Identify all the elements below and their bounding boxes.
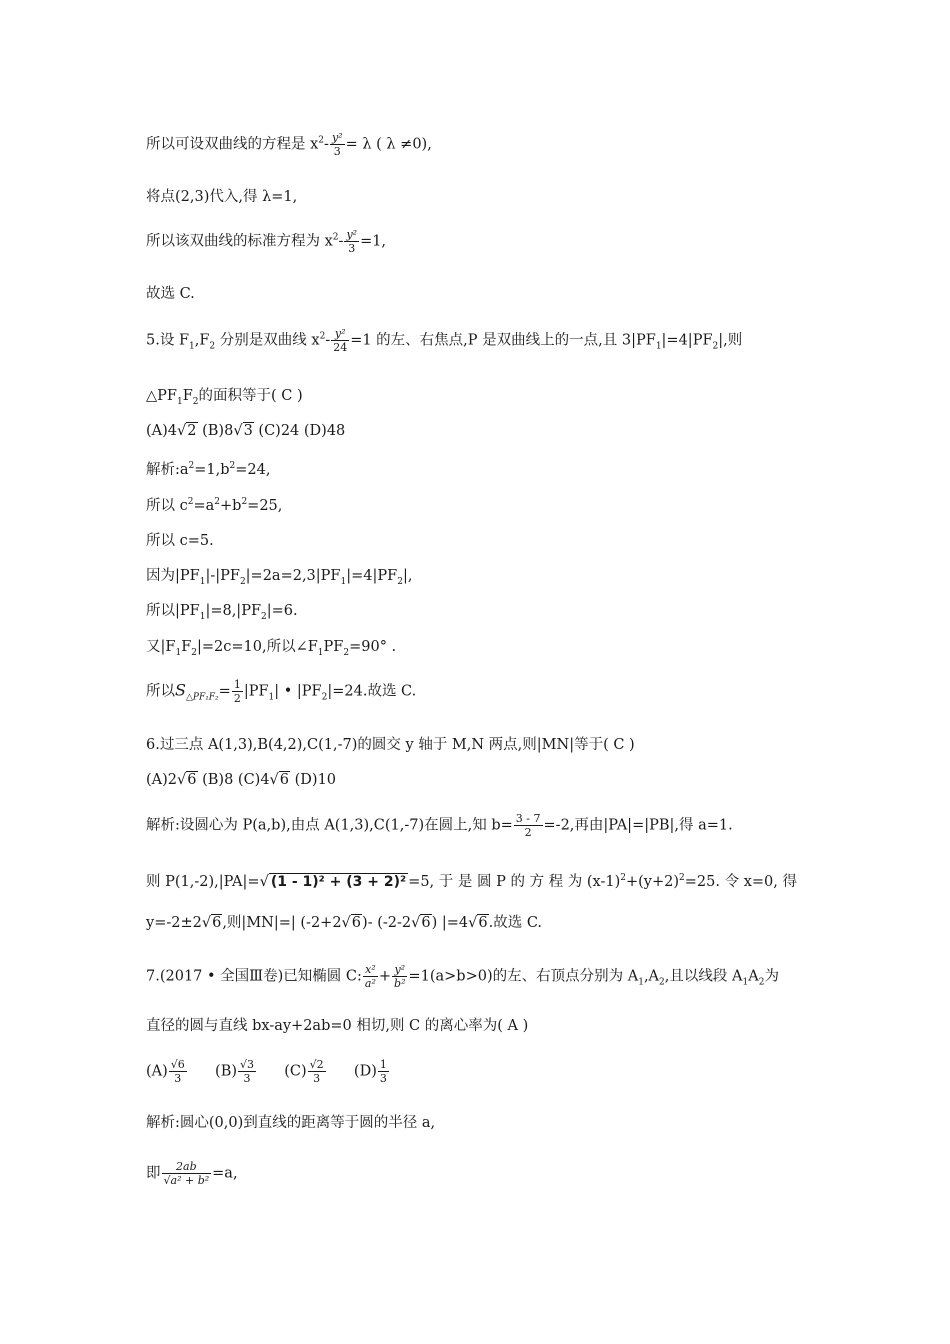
text: )- (-2-2 <box>362 915 412 931</box>
text: - <box>338 233 344 250</box>
fraction <box>392 963 407 990</box>
text: - <box>325 332 331 349</box>
text-line <box>146 1016 528 1036</box>
fraction-denominator: 3 <box>348 242 356 255</box>
fraction <box>331 327 349 354</box>
fraction <box>169 1058 187 1085</box>
subscript: 1 <box>742 977 749 988</box>
superscript: 2 <box>187 497 194 508</box>
radicand: (1 - 1)² + (3 + 2)² <box>270 874 407 890</box>
fraction-numerator: √2 <box>309 1058 324 1071</box>
subscript: 2 <box>712 341 719 352</box>
text-line <box>146 460 271 480</box>
answer-options <box>146 421 345 441</box>
text-line <box>146 1113 435 1133</box>
option-text: (B)8 (C)4 <box>197 772 270 788</box>
text-line <box>146 678 416 705</box>
text: 则 P(1,-2),|PA|= <box>146 874 260 890</box>
option-text: (C)24 (D)48 <box>253 423 346 439</box>
text-line <box>146 913 542 933</box>
sqrt: √6 <box>411 915 431 931</box>
sqrt: √2 <box>177 423 197 439</box>
subscript: 2 <box>659 977 665 988</box>
subscript: 2 <box>758 977 765 988</box>
text: =1(a>b>0)的左、右顶点分别为 A <box>408 968 639 985</box>
text: ,F <box>194 332 210 349</box>
text: 将点(2,3)代入,得 λ=1, <box>146 189 298 205</box>
radicand: 6 <box>279 772 290 788</box>
text: = <box>218 683 231 700</box>
radicand: 6 <box>478 915 488 931</box>
fraction-numerator: 1 <box>233 678 241 691</box>
text: |=24.故选 C. <box>327 683 417 700</box>
fraction-denominator: 24 <box>333 341 348 354</box>
text-line <box>146 812 733 839</box>
text: 为 <box>764 968 779 985</box>
superscript: 2 <box>214 497 220 508</box>
text: F <box>181 639 192 655</box>
fraction-denominator: 3 <box>243 1072 251 1085</box>
option-a-label: (A) <box>146 1063 168 1080</box>
subscript: △PF₁F₂ <box>185 692 219 703</box>
fraction-numerator: 1 <box>379 1058 387 1071</box>
sqrt: √6 <box>177 772 197 788</box>
text: =-2,再由|PA|=|PB|,得 a=1. <box>543 817 733 834</box>
superscript: 2 <box>620 873 626 884</box>
fraction <box>363 963 378 990</box>
text: |=4|PF <box>346 568 398 584</box>
radicand: 6 <box>421 915 431 931</box>
subscript: 1 <box>176 396 183 407</box>
fraction-numerator: y² <box>346 228 358 241</box>
fraction-denominator: 3 <box>313 1072 321 1085</box>
text: +(y+2) <box>626 874 680 890</box>
text-line <box>146 284 195 304</box>
text-line <box>146 131 432 158</box>
option-c-label: (C) <box>284 1063 307 1080</box>
fraction <box>162 1160 212 1187</box>
text: .故选 C. <box>488 915 543 931</box>
fraction-denominator: b² <box>394 977 406 990</box>
text-line <box>146 187 297 207</box>
subscript: 2 <box>261 611 267 622</box>
fraction-denominator: 2 <box>233 692 241 705</box>
text: 解析:a <box>146 462 189 478</box>
fraction <box>232 678 243 705</box>
text: =a <box>193 498 215 514</box>
text: 又|F <box>146 639 176 655</box>
text: 因为|PF <box>146 568 200 584</box>
radicand: 6 <box>351 915 362 931</box>
subscript: 1 <box>655 341 662 352</box>
text: A <box>748 968 759 985</box>
text: 的面积等于( C ) <box>198 388 303 404</box>
fraction <box>344 228 359 255</box>
text: |=2c=10,所以∠F <box>196 639 318 655</box>
fraction <box>238 1058 256 1085</box>
superscript: 2 <box>332 232 339 243</box>
question-7 <box>146 963 779 990</box>
fraction-numerator: y² <box>392 963 407 977</box>
text: + <box>378 968 392 985</box>
fraction-numerator: y² <box>331 327 349 341</box>
text: ) |=4 <box>431 915 469 931</box>
option-text: (A)2 <box>146 772 178 788</box>
subscript: 1 <box>175 647 182 658</box>
text: |=8,|PF <box>205 603 262 619</box>
subscript: 2 <box>239 576 246 587</box>
sqrt: √ (1 - 1)² + (3 + 2)² <box>259 874 407 890</box>
fraction-denominator: √a² + b² <box>163 1174 210 1187</box>
subscript: 2 <box>343 647 350 658</box>
fraction-numerator: y² <box>331 131 343 144</box>
text: y=-2±2 <box>146 915 202 931</box>
text: F <box>182 388 193 404</box>
text: 解析:设圆心为 P(a,b),由点 A(1,3),C(1,-7)在圆上,知 b= <box>146 817 513 834</box>
text: =25. 令 x=0, 得 <box>684 874 797 890</box>
subscript: 1 <box>268 692 275 703</box>
subscript: 2 <box>321 692 328 703</box>
text: = λ ( λ ≠0), <box>345 136 432 153</box>
fraction-denominator: a² <box>364 977 376 990</box>
text: 所以该双曲线的标准方程为 x <box>146 233 333 250</box>
subscript: 1 <box>189 341 195 352</box>
superscript: 2 <box>679 873 685 884</box>
text: =1,b <box>194 462 230 478</box>
subscript: 1 <box>340 576 347 587</box>
text-line <box>146 1160 238 1187</box>
text-line <box>146 496 282 516</box>
superscript: 2 <box>188 461 195 472</box>
fraction <box>308 1058 326 1085</box>
fraction-numerator: 3 - 7 <box>515 812 541 825</box>
radicand: 6 <box>212 915 222 931</box>
option-text: (A)4 <box>146 423 178 439</box>
superscript: 2 <box>241 497 248 508</box>
fraction-numerator: √6 <box>170 1058 185 1071</box>
fraction-denominator: 3 <box>379 1072 387 1085</box>
text: |=2a=2,3|PF <box>245 568 341 584</box>
sqrt: √3 <box>233 423 253 439</box>
option-b-label: (B) <box>215 1063 238 1080</box>
text-line <box>146 872 797 892</box>
subscript: 1 <box>199 611 206 622</box>
text: 所以 c <box>146 498 188 514</box>
text: ,则|MN|=| (-2+2 <box>222 915 342 931</box>
subscript: 1 <box>199 576 206 587</box>
text: =90° . <box>349 639 397 655</box>
text: 5.设 F <box>146 332 190 349</box>
subscript: 1 <box>317 647 324 658</box>
text: | • |PF <box>274 683 322 700</box>
subscript: 2 <box>191 647 197 658</box>
fraction <box>378 1058 389 1085</box>
text: =5, 于 是 圆 P 的 方 程 为 (x-1) <box>408 874 621 890</box>
text-line <box>146 637 396 657</box>
sqrt: √6 <box>468 915 488 931</box>
text: |, <box>402 568 413 584</box>
text-line <box>146 386 303 406</box>
text: PF <box>323 639 344 655</box>
text-line <box>146 566 412 586</box>
text: =a, <box>212 1165 238 1182</box>
text: ,A <box>643 968 660 985</box>
answer-options <box>146 1058 390 1085</box>
fraction <box>330 131 345 158</box>
text: |,则 <box>718 332 743 349</box>
text: =1, <box>360 233 387 250</box>
text: |PF <box>243 683 269 700</box>
sqrt: √6 <box>269 772 290 788</box>
text: 6.过三点 A(1,3),B(4,2),C(1,-7)的圆交 y 轴于 M,N 两点,则|MN|等于( C ) <box>146 737 635 753</box>
fraction-numerator: x² <box>363 963 378 977</box>
sqrt: √6 <box>201 915 222 931</box>
text-line <box>146 601 298 621</box>
fraction-numerator: √3 <box>240 1058 255 1071</box>
radicand: 3 <box>243 423 253 439</box>
question-5 <box>146 327 742 354</box>
radicand: 6 <box>187 772 197 788</box>
text: 即 <box>146 1165 161 1182</box>
text: - <box>324 136 329 153</box>
option-text: (D)10 <box>290 772 337 788</box>
superscript: 2 <box>229 461 236 472</box>
option-text: (B)8 <box>197 423 234 439</box>
text: =24, <box>235 462 271 478</box>
subscript: 2 <box>397 576 403 587</box>
text: +b <box>220 498 242 514</box>
option-d-label: (D) <box>353 1063 377 1080</box>
sqrt: √6 <box>341 915 362 931</box>
text: △PF <box>146 388 177 404</box>
fraction <box>514 812 543 839</box>
superscript: 2 <box>318 135 325 146</box>
radicand: a² + b² <box>170 1174 210 1187</box>
text: |-|PF <box>205 568 240 584</box>
radicand: 2 <box>187 423 197 439</box>
area-symbol: S <box>175 680 186 700</box>
fraction-denominator: 3 <box>333 145 341 158</box>
text-line <box>146 531 214 551</box>
text: |=6. <box>266 603 298 619</box>
fraction-denominator: 3 <box>174 1072 182 1085</box>
text: ,且以线段 A <box>664 968 743 985</box>
subscript: 1 <box>638 977 644 988</box>
question-6 <box>146 735 635 755</box>
fraction-denominator: 2 <box>524 826 532 839</box>
text: 解析:圆心(0,0)到直线的距离等于圆的半径 a, <box>146 1115 436 1131</box>
text: 分别是双曲线 x <box>215 332 320 349</box>
text: =25, <box>247 498 283 514</box>
text: 所以 c=5. <box>146 533 214 549</box>
text: 故选 C. <box>146 286 195 302</box>
superscript: 2 <box>319 331 326 342</box>
subscript: 2 <box>209 341 216 352</box>
answer-options <box>146 770 336 790</box>
subscript: 2 <box>192 396 199 407</box>
text: 7.(2017 • 全国Ⅲ卷)已知椭圆 C: <box>146 968 362 985</box>
text: 所以 <box>146 683 175 700</box>
text: |=4|PF <box>661 332 713 349</box>
text: 所以|PF <box>146 603 200 619</box>
fraction-numerator: 2ab <box>162 1160 212 1174</box>
text: 直径的圆与直线 bx-ay+2ab=0 相切,则 C 的离心率为( A ) <box>146 1018 529 1034</box>
text-line <box>146 228 386 255</box>
text: 所以可设双曲线的方程是 x <box>146 136 319 153</box>
text: =1 的左、右焦点,P 是双曲线上的一点,且 3|PF <box>350 332 656 349</box>
